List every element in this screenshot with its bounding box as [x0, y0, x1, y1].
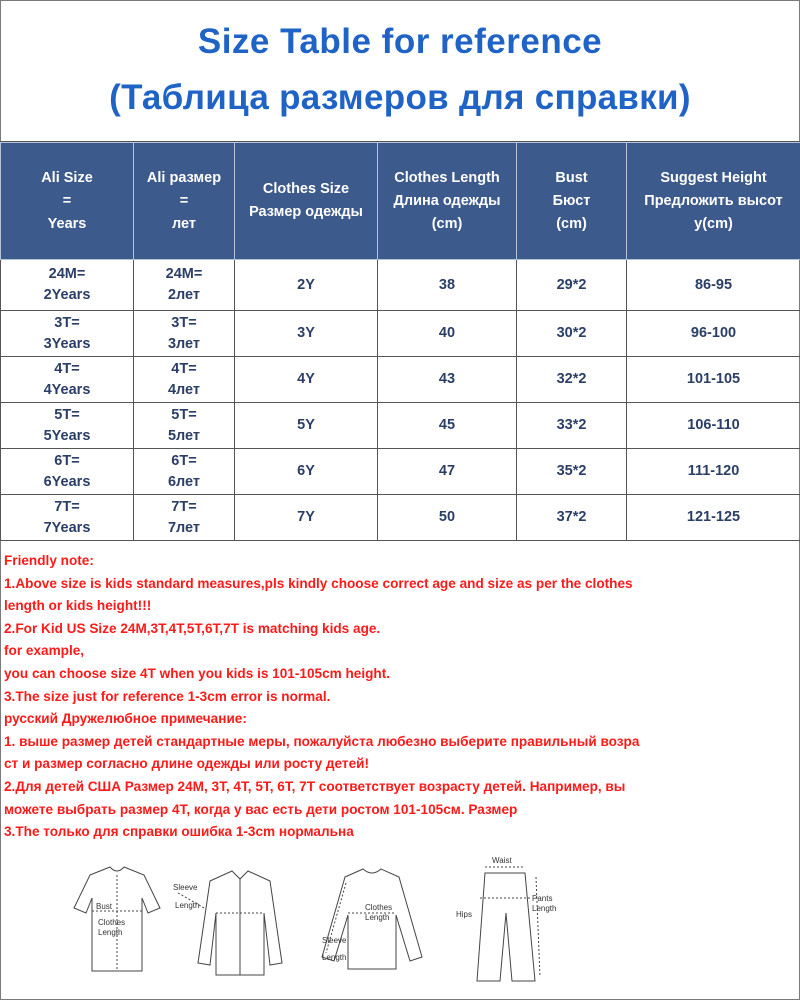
table-row [1, 449, 800, 495]
label-length-2: Length [365, 913, 390, 922]
note-line: 2.Для детей США Размер 24M, 3T, 4T, 5T, 6T, 7T соответствует возрасту детей. Например, вы [4, 778, 626, 794]
header-text: Бюст [552, 192, 591, 209]
note-line: 3.The size just for reference 1-3cm error is normal. [4, 688, 331, 704]
cell-ali-size [1, 357, 134, 403]
cell-text: 6T= [54, 452, 80, 469]
label-clothes-2: Clothes [365, 903, 393, 912]
cell-bust: 29*2 [517, 260, 627, 311]
cell-bust: 35*2 [517, 449, 627, 495]
label-sleeve: Sleeve [173, 883, 198, 892]
cell-text: 4лет [167, 381, 201, 398]
measurement-diagram [60, 853, 580, 993]
header-suggest-height [627, 143, 800, 260]
cell-text: 4T= [54, 360, 80, 377]
title-russian: (Таблица размеров для справки) [109, 78, 691, 117]
header-text: лет [172, 215, 196, 232]
label-bust: Bust [96, 902, 113, 911]
size-table [0, 142, 800, 541]
cell-text: 7T= [54, 498, 80, 515]
friendly-note [4, 550, 796, 844]
cell-text: 2Years [43, 287, 91, 303]
header-text: Suggest Height [660, 169, 767, 186]
header-text: Размер одежды [249, 204, 363, 220]
cell-ali-ru [134, 449, 235, 495]
note-line: русский Дружелюбное примечание: [4, 711, 247, 727]
note-line: for example, [4, 643, 85, 659]
header-text: = [179, 192, 189, 209]
table-row [1, 311, 800, 357]
cell-bust: 30*2 [517, 311, 627, 357]
cell-ali-ru [134, 311, 235, 357]
title-english: Size Table for reference [197, 22, 603, 61]
header-text: Ali Size [41, 169, 93, 186]
cell-clothes-size: 6Y [235, 449, 378, 495]
cell-clothes-length: 47 [378, 449, 517, 495]
cell-text: 7лет [167, 519, 201, 536]
cell-text: 3Years [43, 335, 91, 352]
cell-text: 7Years [43, 519, 91, 536]
cell-text: 4Years [43, 381, 91, 398]
cell-text: 24M= [165, 266, 203, 282]
cell-text: 5Years [43, 427, 91, 444]
label-sleeve-length: Length [175, 901, 200, 910]
note-line: ст и размер согласно длине одежды или росту детей! [4, 756, 370, 772]
cell-text: 6T= [171, 452, 197, 469]
label-pants: Pants [532, 894, 553, 903]
cell-text: 3T= [54, 314, 80, 331]
cell-suggest-height: 101-105 [627, 357, 800, 403]
header-text: (cm) [431, 215, 463, 232]
cell-suggest-height: 121-125 [627, 495, 800, 541]
note-line: 1.Above size is kids standard measures,pls kindly choose correct age and size as per the clothes [4, 575, 633, 591]
cell-text: 5T= [54, 406, 80, 423]
cell-text: 5лет [167, 427, 201, 444]
label-sleeve-2: Sleeve [322, 936, 347, 945]
header-ali-ru [134, 143, 235, 260]
garment-sketches [60, 853, 580, 993]
label-clothes: Clothes [98, 918, 126, 927]
cell-bust: 32*2 [517, 357, 627, 403]
cell-text: 6лет [167, 473, 201, 490]
cell-ali-ru [134, 357, 235, 403]
cell-ali-ru [134, 260, 235, 311]
cell-clothes-size: 5Y [235, 403, 378, 449]
cell-ali-size [1, 449, 134, 495]
cell-ali-size [1, 403, 134, 449]
cell-clothes-size: 2Y [235, 260, 378, 311]
cell-suggest-height: 106-110 [627, 403, 800, 449]
note-line: length or kids height!!! [4, 598, 152, 614]
note-line: Friendly note: [4, 553, 94, 568]
table-header-row [1, 143, 800, 260]
cell-clothes-size: 3Y [235, 311, 378, 357]
cell-clothes-length: 50 [378, 495, 517, 541]
cell-text: 24M= [48, 266, 86, 282]
cell-clothes-size: 4Y [235, 357, 378, 403]
header-text: Длина одежды [393, 192, 501, 209]
header-text: у(cm) [694, 215, 733, 232]
header-text: Clothes Size [262, 181, 350, 197]
table-row [1, 260, 800, 311]
table-row [1, 403, 800, 449]
header-text: (cm) [556, 215, 587, 232]
cell-ali-size [1, 311, 134, 357]
cell-text: 2лет [167, 287, 201, 303]
header-clothes-size [235, 143, 378, 260]
note-line: можете выбрать размер 4T, когда у вас есть дети ростом 101-105см. Размер [4, 801, 518, 817]
label-hips: Hips [456, 910, 473, 919]
table-row [1, 357, 800, 403]
cell-ali-size [1, 495, 134, 541]
note-line: 1. выше размер детей стандартные меры, пожалуйста любезно выберите правильный возра [4, 733, 640, 749]
cell-clothes-size: 7Y [235, 495, 378, 541]
cell-text: 6Years [43, 473, 91, 490]
header-ali-size [1, 143, 134, 260]
note-line: 2.For Kid US Size 24M,3T,4T,5T,6T,7T is matching kids age. [4, 620, 381, 636]
header-text: = [62, 192, 72, 209]
label-waist: Waist [492, 856, 512, 865]
header-text: Bust [555, 169, 588, 186]
header-text: Years [47, 215, 87, 232]
title-banner [0, 0, 800, 142]
header-text: Ali размер [146, 169, 222, 186]
cell-text: 3T= [171, 314, 197, 331]
cell-suggest-height: 111-120 [627, 449, 800, 495]
note-line: you can choose size 4T when you kids is 101-105cm height. [4, 665, 391, 681]
cell-suggest-height: 96-100 [627, 311, 800, 357]
cell-suggest-height: 86-95 [627, 260, 800, 311]
cell-clothes-length: 40 [378, 311, 517, 357]
header-bust [517, 143, 627, 260]
label-sleeve-length-2: Length [322, 953, 347, 962]
cell-bust: 37*2 [517, 495, 627, 541]
cell-ali-ru [134, 403, 235, 449]
cell-bust: 33*2 [517, 403, 627, 449]
cell-text: 7T= [171, 498, 197, 515]
note-line: 3.The только для справки ошибка 1-3cm нормальна [4, 824, 354, 840]
header-text: Clothes Length [394, 169, 500, 186]
cell-clothes-length: 43 [378, 357, 517, 403]
cell-ali-size [1, 260, 134, 311]
cell-ali-ru [134, 495, 235, 541]
header-text: Предложить высот [644, 192, 783, 209]
label-length: Length [98, 928, 123, 937]
cell-clothes-length: 45 [378, 403, 517, 449]
table-row [1, 495, 800, 541]
cell-clothes-length: 38 [378, 260, 517, 311]
label-pants-length: Length [532, 904, 557, 913]
table-body [1, 260, 800, 541]
cell-text: 3лет [167, 335, 201, 352]
header-clothes-length [378, 143, 517, 260]
cell-text: 4T= [171, 360, 197, 377]
cell-text: 5T= [171, 406, 197, 423]
